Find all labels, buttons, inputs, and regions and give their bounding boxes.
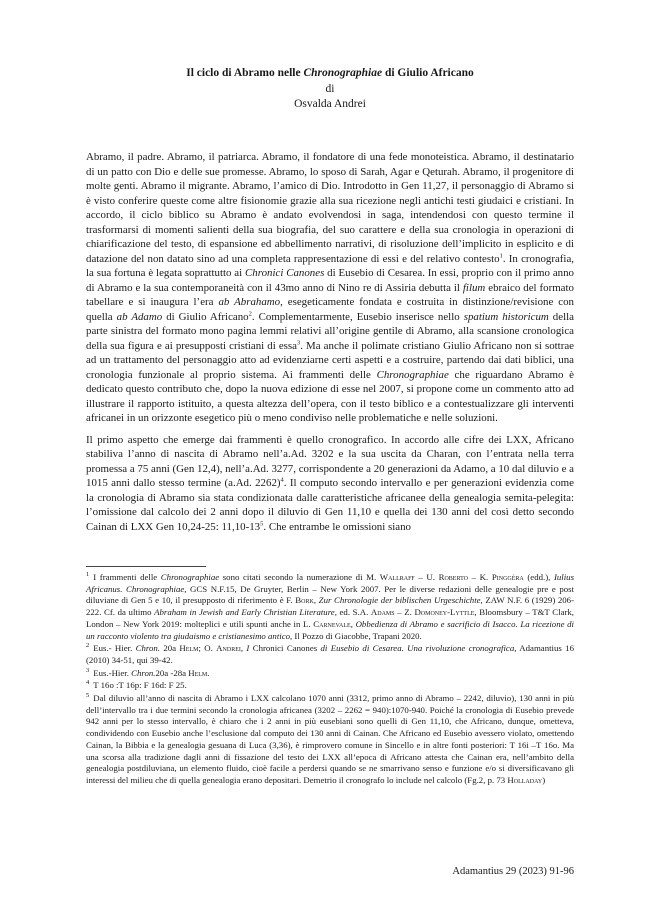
text-run: T 16o :T 16p: F 16d: F 25. xyxy=(93,680,187,691)
page xyxy=(86,0,574,917)
footnote xyxy=(86,693,574,787)
text-run: , xyxy=(313,595,319,606)
text-run: . Ma anche il polimate cristiano Giulio Africano non si sottrae ad un trattamento del personaggio atto ad evidenziarne certi aspetti e a costruire, partendo dai dati biblici, una cronologia funzionale al proprio sistema. Ai frammenti delle xyxy=(86,339,574,381)
title-part: di Giulio Africano xyxy=(382,67,474,79)
author-surname: Domoney-Lyttle xyxy=(414,607,475,618)
italic-text: di Eusebio di Cesarea. Una rivoluzione cronografica xyxy=(320,643,515,654)
text-run: di Giulio Africano xyxy=(162,310,249,323)
text-run: , ed. S.A. xyxy=(334,607,371,618)
author-surname: Roberto xyxy=(438,572,469,582)
text-run: Eus.-Hier. xyxy=(93,667,132,678)
text-run: . Che entrambe le omissioni siano xyxy=(263,520,411,533)
text-run: , Bloomsbury – T&T Clark, London – New York 2019: molteplici e utili spunti anche in L. xyxy=(86,607,574,629)
footnote-rule xyxy=(86,566,206,567)
text-run: , ZAW N.F. 6 (1929) 206-222. Cf. da ultimo xyxy=(86,595,575,618)
author-surname: Helm xyxy=(188,667,208,678)
footnote-number: 3 xyxy=(86,666,90,674)
italic-text: Iulius Africanus. Chronographiae xyxy=(86,572,574,594)
text-run: , Adamantius 16 (2010) 34-51, qui 39-42. xyxy=(86,643,574,665)
italic-text: Zur Chronologie der biblischen Urgeschichte xyxy=(318,595,481,606)
text-run: Eus.- Hier. xyxy=(93,643,136,654)
text-run: ebraico del formato tabellare e si inaugura l’era xyxy=(86,281,574,308)
italic-text: Obbedienza di Abramo e sacrificio di Isacco. La ricezione di un racconto violento tra giudaismo e cristianesimo antico xyxy=(86,618,574,641)
footnote xyxy=(86,668,574,680)
text-run: – Z. xyxy=(394,607,415,618)
text-run: , xyxy=(240,643,247,654)
text-run: Chronici Canones xyxy=(249,643,321,654)
text-run: , xyxy=(350,618,356,629)
footnote-ref: 1 xyxy=(499,251,503,259)
footnote-number: 2 xyxy=(86,642,90,650)
text-run: Dal diluvio all’anno di nascita di Abramo i LXX calcolano 1070 anni (3312, primo anno di Abramo – 2242, diluvio), 130 anni in più dell’intervallo tra i due termini secondo la cronologia africanea (3202 – 2262 = 940):1070-940. Poiché la cronologia di Eusebio prevede 942 anni per lo stesso intervallo, è chiaro che i 2 anni in più eusebiani sono quelli di Gen 11,10, che Africano, dunque, ometteva, condividendo con Eusebio anche l’esclusione dal computo dei 130 anni di Cainan. Che Africano ed Eusebio avessero violato, omettendo Cainan, la Bibbia e la genealogia gesuana di Luca (3,36), è rimprovero comune in Sincello e in altre fonti posteriori: T 16i –T 16o. Ma una scorsa alla tradizione dagli anni di fissazione del testo dei LXX all’epoca di Africano attesta che Cainan era, nell’ambito della genealogia postdiluviana, un elemento fluido, cioè facile a perdersi quando se ne smarrivano senso e funzione e/o si diversificavano gli interessi del milieu che di quella genealogia erano depositari. Demetrio il cronografo lo include nel calcolo (Fg.2, p. 73 xyxy=(86,693,574,785)
journal-citation: Adamantius 29 (2023) 91-96 xyxy=(452,866,574,877)
text-run: I frammenti delle xyxy=(93,572,161,582)
title-part: Il ciclo di Abramo nelle xyxy=(186,67,304,79)
author-surname: Helm xyxy=(179,643,199,654)
footnote-number: 4 xyxy=(86,679,90,687)
footnote xyxy=(86,643,574,666)
footnote-ref: 4 xyxy=(280,476,284,484)
author-surname: Pinggéra xyxy=(491,572,524,582)
text-run: , Il Pozzo di Giacobbe, Trapani 2020. xyxy=(290,630,422,641)
footnote-number: 1 xyxy=(86,571,90,579)
author-surname: Wallraff xyxy=(379,572,415,582)
text-run: , esegeticamente fondata e costruita in distinzione/revisione con quella xyxy=(86,296,574,323)
title-di: di xyxy=(325,82,335,95)
text-run: . xyxy=(207,667,210,678)
text-run: , GCS N.F.15, De Gruyter, Berlin – New York 2007. Per le diverse redazioni delle genealogie pre e post diluviane di Gen 5 e 10, il presupposto di riferimento è F. xyxy=(86,583,574,606)
italic-text: Chronographiae xyxy=(160,572,220,582)
author-surname: Adams xyxy=(370,607,395,618)
text-run: ) xyxy=(542,774,546,785)
italic-text: I xyxy=(246,643,250,654)
italic-text: Chronici Canones xyxy=(245,267,325,279)
author-name: Osvalda Andrei xyxy=(294,98,366,110)
footnote-ref: 2 xyxy=(248,309,252,317)
text-run: . In cronografia, la sua fortuna è legata soprattutto ai xyxy=(86,252,574,279)
author-surname: Bork xyxy=(295,595,314,606)
footnote-list xyxy=(86,572,574,787)
author-surname: Andrei xyxy=(216,643,241,654)
italic-text: Chron. xyxy=(135,643,160,654)
title-block xyxy=(86,66,574,113)
article-title xyxy=(86,66,574,82)
text-run: di Eusebio di Cesarea. In essi, proprio con il primo anno di Abramo e la sua contemporaneità con il 43mo anno di Nino re di Assiria debutta il xyxy=(86,267,574,294)
text-run: 20a -28a xyxy=(155,667,189,678)
footnote xyxy=(86,680,574,692)
text-run: sono citati secondo la numerazione di M. xyxy=(219,572,380,582)
italic-text: ab Adamo xyxy=(116,310,163,323)
text-run: 20a xyxy=(160,643,180,654)
body-paragraph xyxy=(86,433,574,535)
body-paragraph xyxy=(86,150,574,426)
italic-text: Chron. xyxy=(131,667,156,678)
text-run: Abramo, il padre. Abramo, il patriarca. Abramo, il fondatore di una fede monoteistica. Abramo, il destinatario di un patto con Dio e delle sue promesse. Abramo, lo sposo di Sarah, Agar e Qeturah. Abramo, il progenitore di molte genti. Abramo il migrante. Abramo, l’amico di Dio. Introdotto in Gen 11,27, il personaggio di Abramo si è visto conferire queste come altre fisionomie grazie alla sua ricezione negli antichi testi giudaici e cristiani. In accordo, il ciclo biblico su Abramo è andato evolvendosi in saga, intendendosi con questo termine il trasformarsi di momenti salienti della sua biografia, del suo carattere e della sua cronologia in operazioni di chiarificazione del testo, di espansione ed abbellimento narrativi, di risoluzione dell’implicito in esplicito e di datazione del non datato sino ad una completa rappresentazione di essi e del relativo contesto xyxy=(86,151,574,265)
footnote-ref: 3 xyxy=(297,338,301,346)
footnote xyxy=(86,572,574,642)
text-run: . Il computo secondo intervallo e per generazioni evidenzia come la cronologia di Abramo sia stata condizionata dalle caratteristiche africanee della genealogia semita-pelegita: l’omissione dal calcolo dei 2 anni dopo il diluvio di Gen 11,10 e quella dei 130 anni del così detto secondo Cainan di LXX Gen 10,24-25: 11,10-13 xyxy=(86,477,574,533)
text-run: Il primo aspetto che emerge dai frammenti è quello cronografico. In accordo alle cifre dei LXX, Africano stabiliva l’anno di nascita di Abramo nell’a.Ad. 3202 e la sua uscita da Charan, con l’entrata nella terra promessa a 75 anni (Gen 12,4), nell’a.Ad. 3277, corrispondente a 20 generazioni da Adamo, a 10 dal diluvio e a 1015 anni dallo stesso termine (a.Ad. 2262) xyxy=(86,433,574,489)
text-run: – K. xyxy=(468,572,492,582)
italic-text: spatium historicum xyxy=(463,310,549,323)
title-part-italic: Chronographiae xyxy=(303,67,383,79)
italic-text: Chronographiae xyxy=(376,368,449,381)
text-run: della parte sinistra del formato mono pagina lemmi relativi all’origine gentile di Abramo, alla scansione cronologica della sua figura e ai presupposti cristiani di essa xyxy=(86,310,574,352)
text-run: . Complementarmente, Eusebio inserisce nello xyxy=(251,310,464,323)
footnote-number: 5 xyxy=(86,692,90,700)
footnotes xyxy=(86,566,574,788)
article-body xyxy=(86,150,574,534)
text-run: ; O. xyxy=(198,643,217,654)
footnote-ref: 5 xyxy=(260,519,264,527)
text-run: – U. xyxy=(414,572,439,582)
italic-text: ab Abrahamo xyxy=(218,296,281,308)
author-surname: Holladay xyxy=(507,774,543,785)
author-surname: Carnevale xyxy=(313,618,351,629)
italic-text: Abraham in Jewish and Early Christian Literature xyxy=(154,607,335,618)
text-run: (edd.), xyxy=(523,572,554,582)
text-run: che riguardano Abramo è dedicato questo contributo che, dopo la nuova edizione di esse nel 2007, si propone come un commento atto ad illustrare il rapporto istituito, a questa altezza dell’opera, con il testo biblico e a contestualizzare gli interventi africanei in un orizzonte esegetico più o meno condiviso nelle problematiche e nelle soluzioni. xyxy=(86,368,574,424)
italic-text: filum xyxy=(462,281,486,294)
